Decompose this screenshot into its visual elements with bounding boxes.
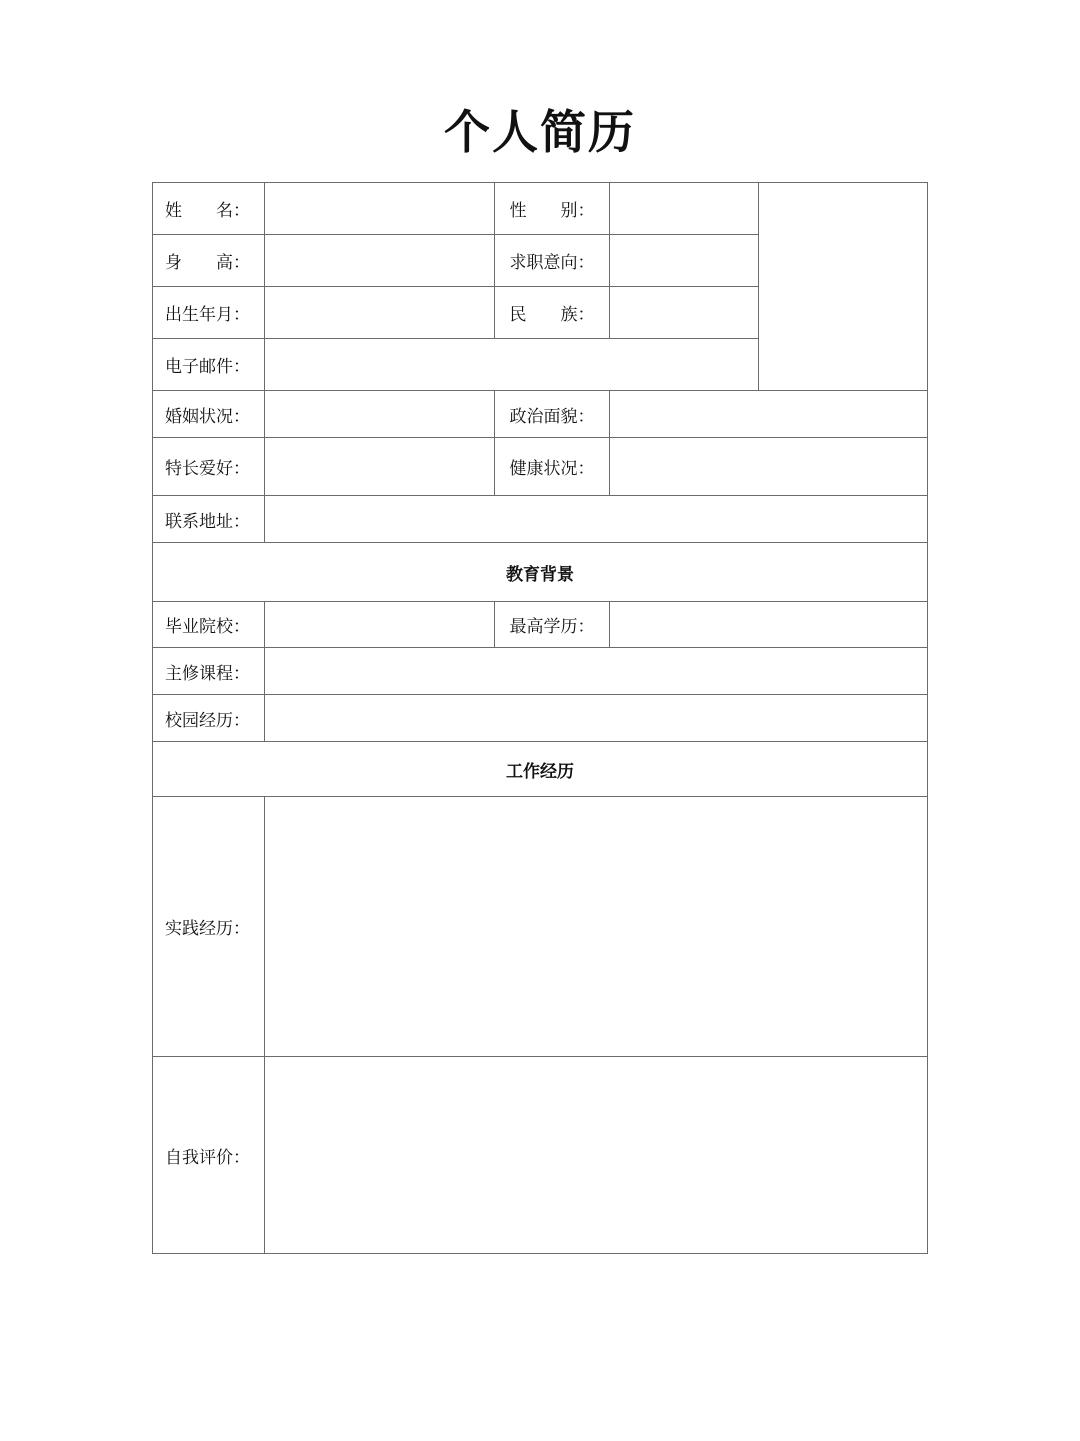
label-gender: 性 别： [495, 183, 610, 235]
section-work-heading: 工作经历 [153, 742, 928, 797]
field-campus[interactable] [265, 695, 928, 742]
field-email[interactable] [265, 339, 759, 391]
label-email: 电子邮件： [153, 339, 265, 391]
field-political[interactable] [610, 391, 928, 438]
label-hobbies: 特长爱好： [153, 438, 265, 496]
photo-box[interactable] [759, 183, 928, 391]
label-courses: 主修课程： [153, 648, 265, 695]
label-practice: 实践经历： [153, 797, 265, 1057]
label-birth: 出生年月： [153, 287, 265, 339]
label-name: 姓 名： [153, 183, 265, 235]
label-job-intent: 求职意向： [495, 235, 610, 287]
label-degree: 最高学历： [495, 602, 610, 648]
label-self-eval: 自我评价： [153, 1057, 265, 1254]
label-marital: 婚姻状况： [153, 391, 265, 438]
field-marital[interactable] [265, 391, 495, 438]
label-campus: 校园经历： [153, 695, 265, 742]
field-health[interactable] [610, 438, 928, 496]
field-school[interactable] [265, 602, 495, 648]
page-title: 个人简历 [444, 105, 636, 159]
label-height: 身 高： [153, 235, 265, 287]
section-education-heading: 教育背景 [153, 543, 928, 602]
label-health: 健康状况： [495, 438, 610, 496]
resume-table [152, 182, 928, 1254]
label-ethnicity: 民 族： [495, 287, 610, 339]
field-name[interactable] [265, 183, 495, 235]
field-degree[interactable] [610, 602, 928, 648]
field-height[interactable] [265, 235, 495, 287]
field-address[interactable] [265, 496, 928, 543]
field-gender[interactable] [610, 183, 759, 235]
label-school: 毕业院校： [153, 602, 265, 648]
label-political: 政治面貌： [495, 391, 610, 438]
field-birth[interactable] [265, 287, 495, 339]
field-job-intent[interactable] [610, 235, 759, 287]
label-address: 联系地址： [153, 496, 265, 543]
field-ethnicity[interactable] [610, 287, 759, 339]
field-hobbies[interactable] [265, 438, 495, 496]
field-practice[interactable] [265, 797, 928, 1057]
field-courses[interactable] [265, 648, 928, 695]
field-self-eval[interactable] [265, 1057, 928, 1254]
